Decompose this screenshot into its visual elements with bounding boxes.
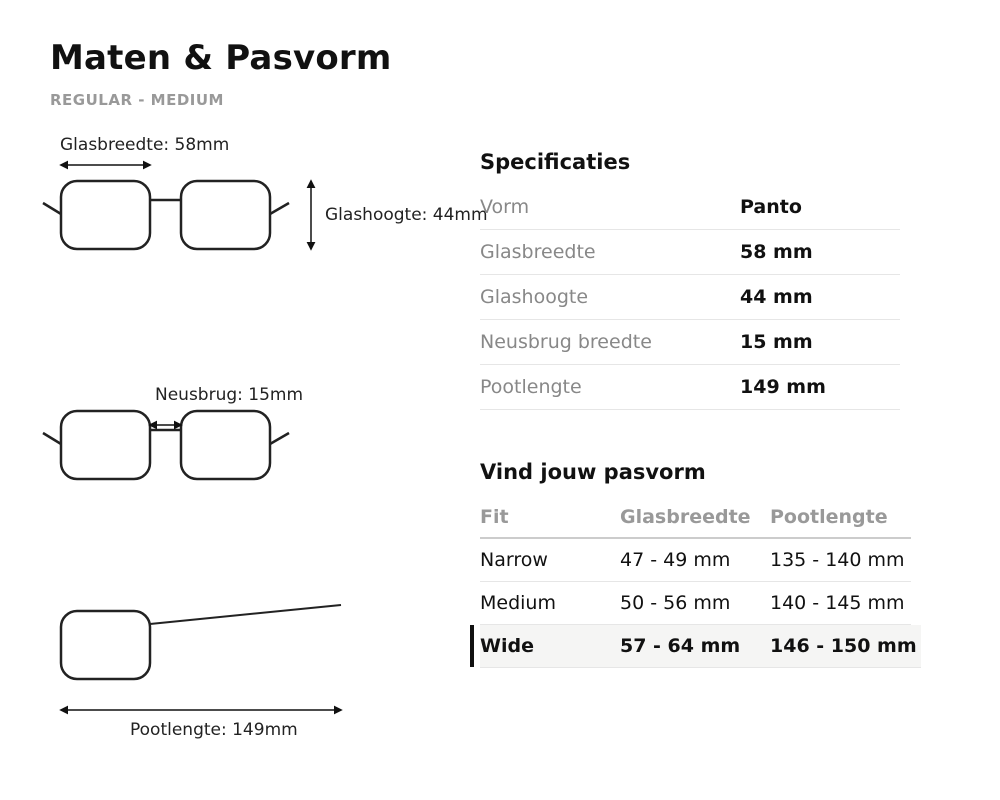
spec-label: Neusbrug breedte: [480, 331, 652, 353]
fit-temple-length: 135 - 140 mm: [770, 549, 905, 571]
fit-temple-length: 146 - 150 mm: [770, 635, 917, 657]
lens-height-label: Glashoogte: 44mm: [325, 205, 488, 225]
spec-label: Vorm: [480, 196, 530, 218]
fit-row-medium[interactable]: [480, 582, 911, 625]
temple-length-label: Pootlengte: 149mm: [130, 720, 298, 740]
spec-value: 15 mm: [740, 331, 813, 353]
right-lens: [181, 411, 270, 479]
right-temple-stub: [270, 203, 289, 214]
front-view-width-height: [43, 181, 289, 249]
spec-value: 58 mm: [740, 241, 813, 263]
fit-row-wide-selected[interactable]: [480, 625, 921, 668]
spec-label: Glashoogte: [480, 286, 589, 308]
column-header-fit: Fit: [480, 506, 509, 528]
column-header-lens-width: Glasbreedte: [620, 506, 751, 528]
fit-lens-width: 50 - 56 mm: [620, 592, 731, 614]
lens-width-label: Glasbreedte: 58mm: [60, 135, 230, 155]
side-view-temple: [61, 611, 150, 679]
spec-value: 44 mm: [740, 286, 813, 308]
spec-row-lens-width: [480, 230, 900, 275]
page-title: Maten & Pasvorm: [50, 38, 392, 78]
column-header-temple-length: Pootlengte: [770, 506, 888, 528]
specs-title: Specificaties: [480, 150, 631, 174]
fit-title: Vind jouw pasvorm: [480, 460, 706, 484]
fit-lens-width: 57 - 64 mm: [620, 635, 741, 657]
left-temple-stub: [43, 433, 61, 444]
fit-name: Wide: [480, 635, 534, 657]
fit-lens-width: 47 - 49 mm: [620, 549, 731, 571]
fit-name: Medium: [480, 592, 556, 614]
bridge-label: Neusbrug: 15mm: [155, 385, 304, 405]
right-lens: [181, 181, 270, 249]
page-subtitle: REGULAR - MEDIUM: [50, 91, 224, 109]
spec-row-shape: [480, 185, 900, 230]
fit-row-narrow[interactable]: [480, 539, 911, 582]
fit-temple-length: 140 - 145 mm: [770, 592, 905, 614]
front-view-bridge: [43, 411, 289, 479]
left-lens: [61, 181, 150, 249]
left-lens: [61, 411, 150, 479]
spec-row-temple-length: [480, 365, 900, 410]
spec-row-lens-height: [480, 275, 900, 320]
left-temple-stub: [43, 203, 61, 214]
spec-value: 149 mm: [740, 376, 826, 398]
spec-value: Panto: [740, 196, 802, 218]
side-lens: [61, 611, 150, 679]
spec-row-bridge-width: [480, 320, 900, 365]
fit-name: Narrow: [480, 549, 548, 571]
spec-label: Pootlengte: [480, 376, 582, 398]
specs-table: [480, 185, 900, 410]
temple-arm: [150, 605, 341, 624]
fit-table-header: [480, 500, 911, 539]
spec-label: Glasbreedte: [480, 241, 596, 263]
fit-table: [480, 500, 917, 668]
right-temple-stub: [270, 433, 289, 444]
